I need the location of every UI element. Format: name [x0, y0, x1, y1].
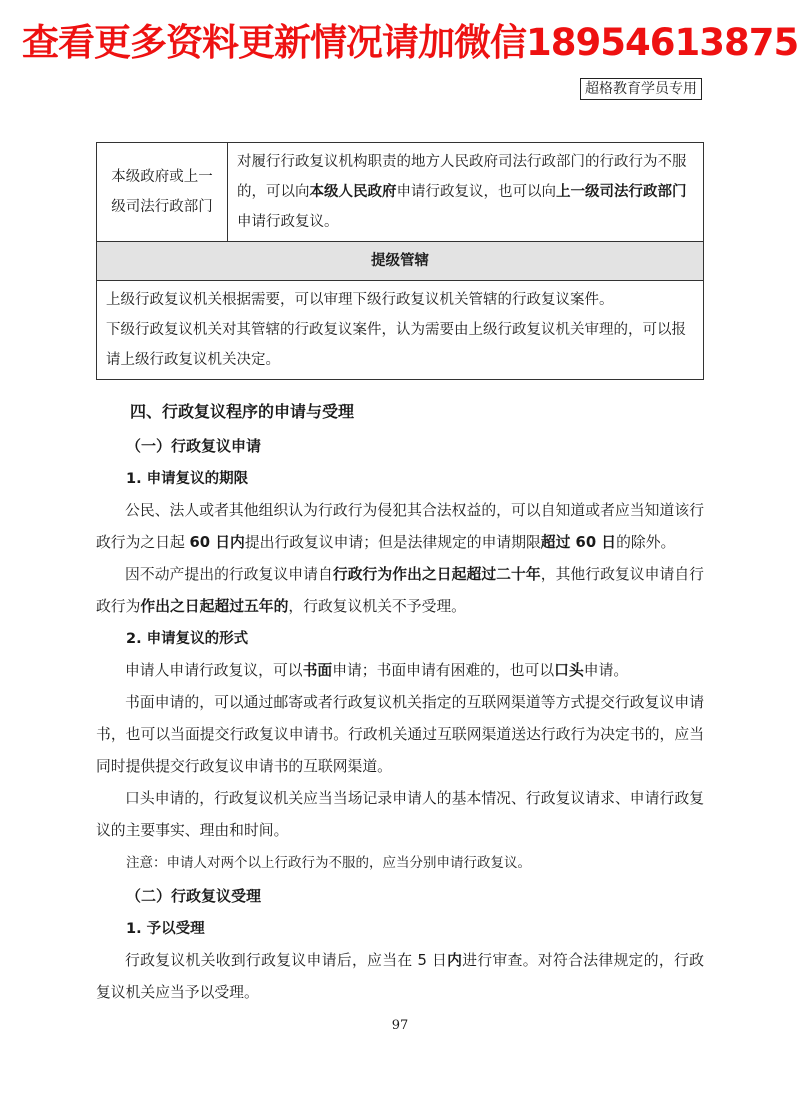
table-row [97, 143, 704, 242]
text-run: 申请。 [583, 662, 629, 679]
text-run: 申请行政复议，也可以向 [396, 184, 556, 200]
row-label-cell: 本级政府或上一级司法行政部门 [97, 143, 228, 242]
emphasis-text: 60 日内 [189, 534, 245, 551]
text-run: 行政复议机关收到行政复议申请后，应当在 5 日 [125, 952, 448, 969]
row-content-cell [97, 281, 704, 380]
emphasis-text: 作出之日起超过五年的 [140, 598, 289, 615]
table-heading: 提级管辖 [97, 242, 704, 281]
text-run: 公民、法人或者其他组织认为行政行为侵犯其合法权益的，可以自知道或者应当知道该行政行为之日起 [96, 502, 704, 551]
text-run: ，行政复议机关不予受理。 [288, 598, 466, 615]
main-content [96, 395, 704, 1009]
subsection-title: （二）行政复议受理 [126, 887, 262, 905]
emphasis-text: 行政行为作出之日起超过二十年 [332, 566, 541, 583]
item-title: 1. 予以受理 [126, 921, 205, 937]
text-run: 申请；书面申请有困难的，也可以 [332, 662, 555, 679]
emphasis-text: 本级人民政府 [309, 184, 397, 200]
emphasis-text: 内 [447, 952, 463, 969]
table-row [97, 281, 704, 380]
emphasis-text: 书面 [302, 662, 333, 679]
page-number: 97 [391, 1018, 409, 1033]
text-run: 进行审查。对符合法律规定的，行政复议机关应当予以受理。 [96, 952, 704, 1001]
text-run: ，其他行政复议申请自行政行为 [96, 566, 704, 615]
note-text: 注意：申请人对两个以上行政行为不服的，应当分别申请行政复议。 [126, 855, 531, 871]
text-run: 申请人申请行政复议，可以 [125, 662, 303, 679]
paragraph [96, 559, 704, 623]
text-run: 的除外。 [616, 534, 676, 551]
emphasis-text: 超过 60 日 [540, 534, 617, 551]
text-run: 提出行政复议申请；但是法律规定的申请期限 [244, 534, 541, 551]
subsection-title: （一）行政复议申请 [126, 437, 262, 455]
text-run: 申请行政复议。 [237, 214, 339, 230]
table-heading-row [97, 242, 704, 281]
paragraph: 书面申请的，可以通过邮寄或者行政复议机关指定的互联网渠道等方式提交行政复议申请书，也可以当面提交行政复议申请书。行政机关通过互联网渠道送达行政行为决定书的，应当同时提供提交行政复议申请书的互联网渠道。 [96, 694, 704, 775]
jurisdiction-table [96, 142, 704, 380]
student-only-tag: 超格教育学员专用 [580, 78, 702, 100]
text-run: 对履行行政复议机构职责的地方人民政府司法行政部门的行政行为不服的，可以向 [237, 154, 687, 200]
item-title: 1. 申请复议的期限 [126, 471, 249, 487]
watermark-banner: 查看更多资料更新情况请加微信18954613875 [22, 21, 799, 64]
paragraph: 口头申请的，行政复议机关应当当场记录申请人的基本情况、行政复议请求、申请行政复议的主要事实、理由和时间。 [96, 790, 704, 839]
text-run: 因不动产提出的行政复议申请自 [125, 566, 333, 583]
paragraph [96, 495, 704, 559]
paragraph [96, 655, 704, 687]
emphasis-text: 口头 [554, 662, 584, 679]
table-line: 上级行政复议机关根据需要，可以审理下级行政复议机关管辖的行政复议案件。 [106, 292, 614, 308]
item-title: 2. 申请复议的形式 [126, 631, 249, 647]
section-title: 四、行政复议程序的申请与受理 [130, 402, 355, 421]
row-content-cell [228, 143, 704, 242]
emphasis-text: 上一级司法行政部门 [556, 184, 687, 200]
table-line: 下级行政复议机关对其管辖的行政复议案件，认为需要由上级行政复议机关审理的，可以报请上级行政复议机关决定。 [106, 322, 686, 368]
paragraph [96, 945, 704, 1009]
